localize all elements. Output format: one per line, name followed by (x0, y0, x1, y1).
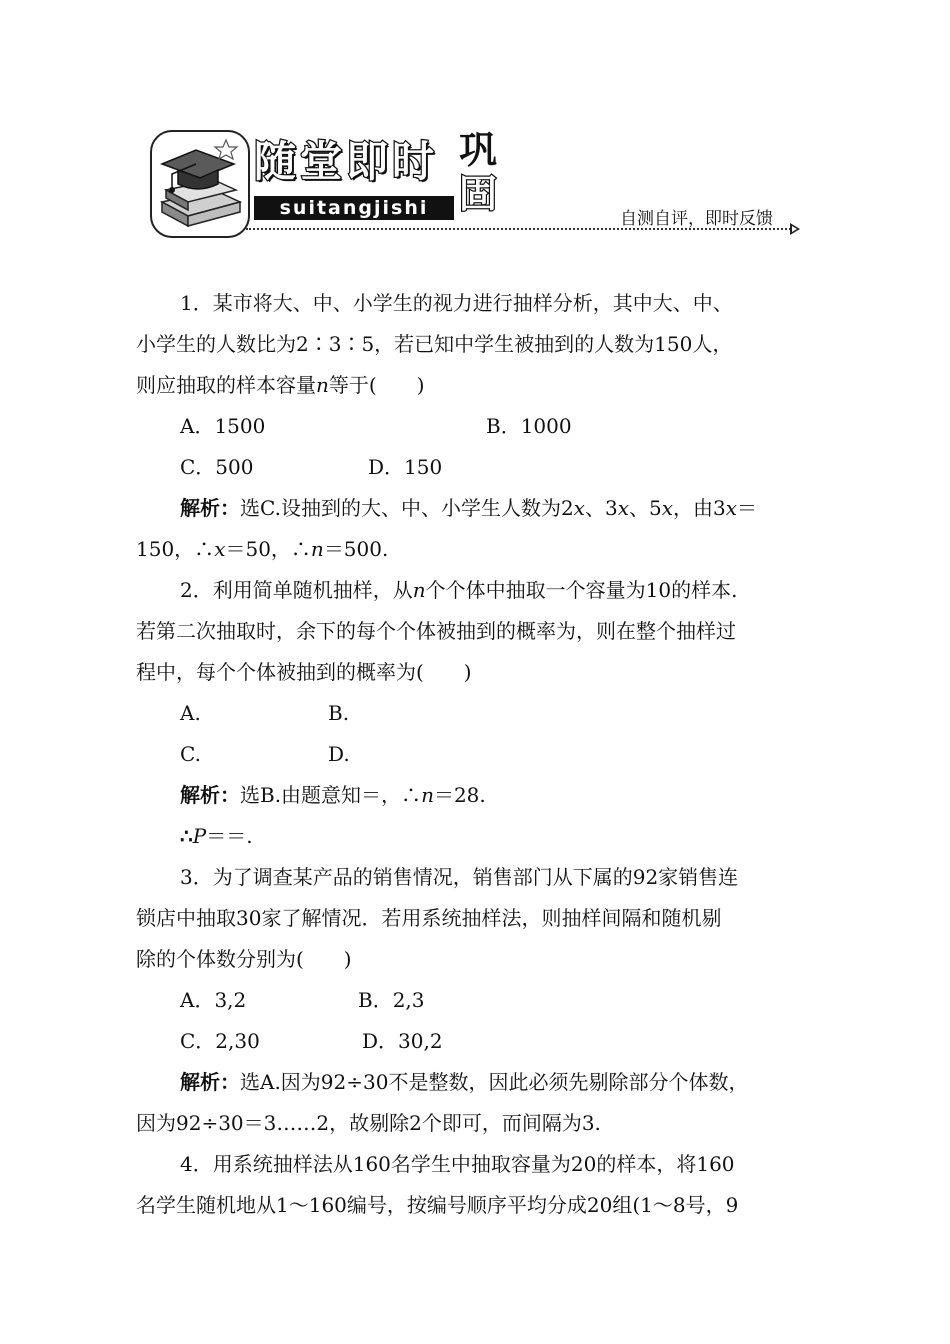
banner-title-char: 即 (346, 137, 389, 186)
question-line: 程中，每个个体被抽到的概率为( ) (136, 660, 472, 684)
option-a: A. (180, 701, 201, 725)
option-row (136, 693, 818, 734)
option-c: C．500 (180, 455, 254, 479)
banner-title-char: 堂 (300, 137, 343, 186)
analysis-label: 解析： (180, 783, 240, 807)
option-row (136, 406, 818, 447)
banner-gong (458, 128, 498, 216)
analysis-line: 150，∴x＝50，∴n＝500. (136, 537, 389, 561)
banner-gong-char: 固 (458, 172, 497, 216)
question-1 (136, 283, 818, 570)
question-line: 若第二次抽取时，余下的每个个体被抽到的概率为，则在整个抽样过 (136, 619, 736, 643)
analysis-line: 解析：选C.设抽到的大、中、小学生人数为2x、3x、5x，由3x＝ (180, 496, 757, 520)
option-a: A．1500 (180, 414, 266, 438)
option-row (136, 447, 818, 488)
option-a: A．3,2 (180, 988, 247, 1012)
analysis-label: 解析： (180, 1070, 240, 1094)
option-row (136, 980, 818, 1021)
question-line: 名学生随机地从1～160编号，按编号顺序平均分成20组(1～8号，9 (136, 1193, 739, 1217)
question-line: 小学生的人数比为2∶3∶5，若已知中学生被抽到的人数为150人， (136, 332, 733, 356)
banner-title-char: 时 (392, 137, 435, 186)
analysis-line: 解析：选B.由题意知＝，∴n＝28. (180, 783, 486, 807)
option-d: D. (328, 742, 350, 766)
banner-dotted-rule (246, 228, 791, 230)
banner-subtitle: 自测自评，即时反馈 (620, 209, 773, 229)
option-b: B．2,3 (358, 988, 425, 1012)
analysis-line: ∴P＝＝. (180, 824, 253, 848)
question-3 (136, 857, 818, 1144)
analysis-line (136, 1062, 818, 1103)
analysis-text: 选A.因为92÷30不是整数，因此必须先剔除部分个体数， (240, 1070, 749, 1094)
section-banner (150, 128, 810, 240)
option-d: D．30,2 (362, 1029, 443, 1053)
question-line: 则应抽取的样本容量n等于( ) (136, 373, 425, 397)
option-b: B. (328, 701, 350, 725)
question-line: 除的个体数分别为( ) (136, 947, 352, 971)
option-b: B．1000 (486, 414, 572, 438)
question-line: 锁店中抽取30家了解情况．若用系统抽样法，则抽样间隔和随机剔 (136, 906, 722, 930)
analysis-line: 因为92÷30＝3……2，故剔除2个即可，而间隔为3. (136, 1111, 601, 1135)
question-2 (136, 570, 818, 857)
question-line: 1．某市将大、中、小学生的视力进行抽样分析，其中大、中、 (180, 291, 733, 315)
banner-gong-char: 巩 (458, 128, 497, 172)
analysis-label: 解析： (180, 496, 240, 520)
question-line: 3．为了调查某产品的销售情况，销售部门从下属的92家销售连 (180, 865, 739, 889)
question-line: 2．利用简单随机抽样，从n个个体中抽取一个容量为10的样本. (180, 578, 738, 602)
option-c: C．2,30 (180, 1029, 260, 1053)
banner-title (254, 138, 434, 186)
graduation-cap-books-logo (150, 130, 250, 238)
banner-pinyin: suitangjishi (254, 196, 454, 220)
question-line: 4．用系统抽样法从160名学生中抽取容量为20的样本，将160 (180, 1152, 735, 1176)
arrow-right-icon (790, 223, 800, 235)
option-row (136, 1021, 818, 1062)
question-4 (136, 1144, 818, 1226)
option-d: D．150 (368, 455, 443, 479)
exercise-content (136, 283, 818, 1226)
option-row (136, 734, 818, 775)
banner-title-char: 随 (254, 137, 297, 186)
option-c: C. (180, 742, 201, 766)
